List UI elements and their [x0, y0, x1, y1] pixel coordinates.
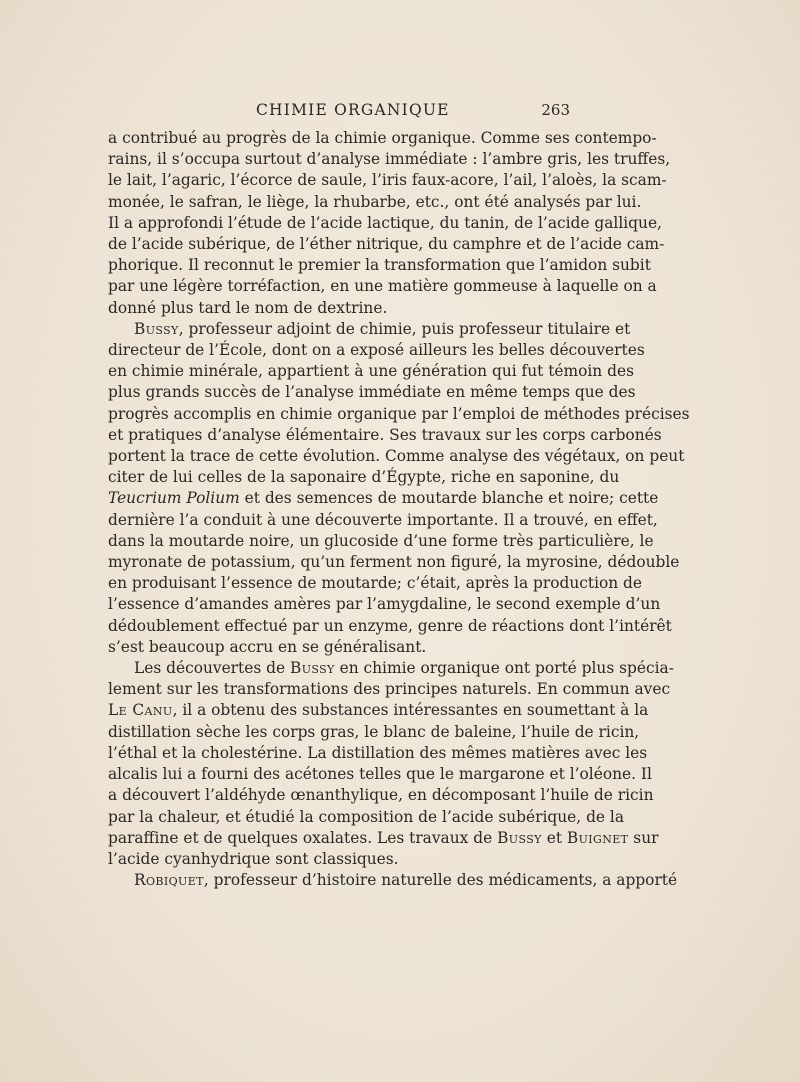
text-line: l’acide cyanhydrique sont classiques.: [108, 849, 399, 868]
text-line: [108, 658, 674, 679]
text-line: dernière l’a conduit à une découverte importante. Il a trouvé, en effet,: [108, 510, 658, 529]
text-line: par une légère torréfaction, en une matière gommeuse à laquelle on a: [108, 277, 657, 296]
text-line: [108, 319, 631, 340]
text-fragment: et des semences de moutarde blanche et noire; cette: [239, 489, 659, 508]
text-line: plus grands succès de l’analyse immédiate en même temps que des: [108, 383, 636, 402]
page-header: [108, 101, 568, 125]
text-line: dédoublement effectué par un enzyme, genre de réactions dont l’intérêt: [108, 616, 672, 635]
paragraph-4: [108, 870, 678, 891]
text-fragment: , il a obtenu des substances intéressantes en soumettant à la: [172, 701, 649, 720]
text-line: l’essence d’amandes amères par l’amygdaline, le second exemple d’un: [108, 595, 661, 614]
species-name: Teucrium Polium: [108, 489, 240, 508]
text-line: citer de lui celles de la saponaire d’Égypte, riche en saponine, du: [108, 468, 620, 487]
author-name-bussy: Bussy: [289, 659, 335, 678]
author-name-bussy: Bussy: [497, 828, 542, 847]
text-line: par la chaleur, et étudié la composition de l’acide subérique, de la: [108, 807, 625, 826]
text-line: a contribué au progrès de la chimie organique. Comme ses contempo-: [108, 129, 657, 147]
text-fragment: en chimie organique ont porté plus spécia-: [334, 659, 674, 678]
text-line: monée, le safran, le liège, la rhubarbe, etc., ont été analysés par lui.: [108, 192, 642, 211]
text-fragment: , professeur d’histoire naturelle des médicaments, a apporté: [203, 871, 678, 890]
text-line: portent la trace de cette évolution. Comme analyse des végétaux, on peut: [108, 447, 685, 466]
text-line: myronate de potassium, qu’un ferment non figuré, la myrosine, dédouble: [108, 553, 680, 572]
author-name-robiquet: Robiquet: [134, 871, 204, 890]
text-line: en chimie minérale, appartient à une génération qui fut témoin des: [108, 362, 634, 381]
text-line: alcalis lui a fourni des acétones telles que le margarone et l’oléone. Il: [108, 765, 652, 784]
page-number: 263: [541, 101, 570, 119]
text-line: Il a approfondi l’étude de l’acide lactique, du tanin, de l’acide gallique,: [108, 213, 662, 232]
text-line: le lait, l’agaric, l’écorce de saule, l’iris faux-acore, l’ail, l’aloès, la scam-: [108, 171, 667, 190]
text-line: [108, 700, 649, 721]
paragraph-2: [108, 319, 690, 658]
text-line: rains, il s’occupa surtout d’analyse immédiate : l’ambre gris, les truffes,: [108, 150, 671, 169]
text-line: phorique. Il reconnut le premier la transformation que l’amidon subit: [108, 256, 651, 275]
text-line: [108, 870, 678, 891]
text-line: [108, 488, 659, 509]
text-line: et pratiques d’analyse élémentaire. Ses travaux sur les corps carbonés: [108, 425, 662, 444]
text-line: s’est beaucoup accru en se généralisant.: [108, 637, 427, 656]
text-line: [108, 828, 659, 849]
text-line: a découvert l’aldéhyde œnanthylique, en décomposant l’huile de ricin: [108, 786, 654, 805]
text-line: l’éthal et la cholestérine. La distillation des mêmes matières avec les: [108, 743, 648, 762]
text-line: en produisant l’essence de moutarde; c’était, après la production de: [108, 574, 643, 593]
text-line: donné plus tard le nom de dextrine.: [108, 298, 388, 317]
text-line: directeur de l’École, dont on a exposé ailleurs les belles découvertes: [108, 341, 645, 360]
running-title: CHIMIE ORGANIQUE: [256, 101, 450, 119]
text-line: de l’acide subérique, de l’éther nitrique, du camphre et de l’acide cam-: [108, 235, 665, 254]
author-name-buignet: Buignet: [566, 828, 629, 847]
text-fragment: sur: [628, 828, 659, 847]
text-line: progrès accomplis en chimie organique par l’emploi de méthodes précises: [108, 404, 690, 423]
text-fragment: paraffine et de quelques oxalates. Les travaux de: [108, 828, 498, 847]
author-name-le-canu: Le Canu: [108, 701, 173, 720]
paragraph-3: [108, 658, 674, 870]
text-line: dans la moutarde noire, un glucoside d’une forme très particulière, le: [108, 531, 654, 550]
paragraph-1: [108, 128, 671, 319]
text-fragment: , professeur adjoint de chimie, puis professeur titulaire et: [178, 319, 631, 338]
text-fragment: et: [541, 828, 567, 847]
text-line: lement sur les transformations des principes naturels. En commun avec: [108, 680, 671, 699]
author-name-bussy: Bussy: [134, 319, 179, 338]
text-fragment: Les découvertes de: [134, 659, 290, 678]
text-line: distillation sèche les corps gras, le blanc de baleine, l’huile de ricin,: [108, 722, 640, 741]
body-text: [108, 128, 690, 891]
